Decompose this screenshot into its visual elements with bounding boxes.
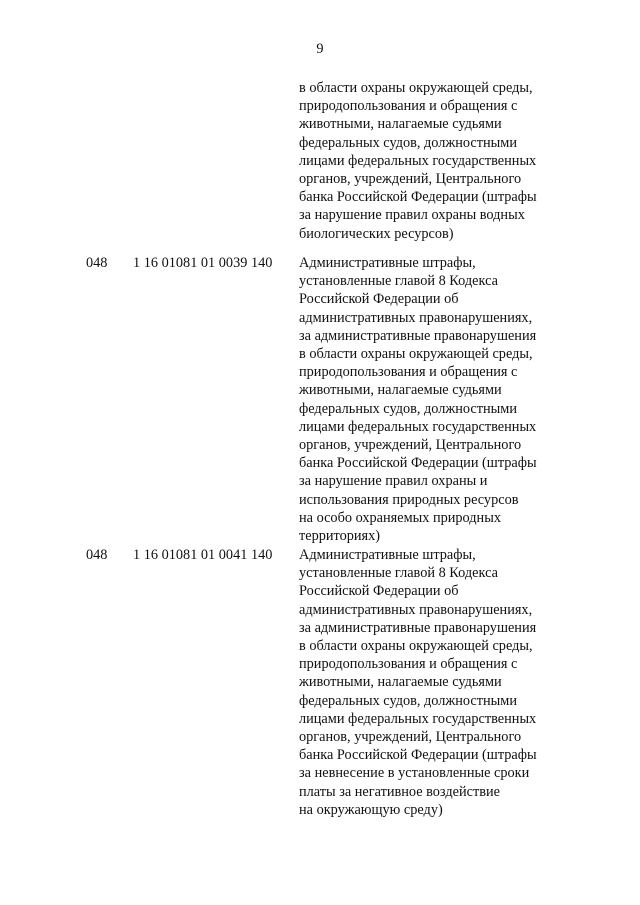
- description-line: платы за негативное воздействие: [299, 783, 500, 800]
- description-line: за административные правонарушения: [299, 619, 537, 636]
- description-line: за нарушение правил охраны и: [299, 473, 488, 490]
- kbk-code: 1 16 01081 01 0041 140: [133, 547, 273, 563]
- description-line: федеральных судов, должностными: [299, 134, 517, 151]
- description-line: на особо охраняемых природных: [299, 509, 501, 526]
- admin-code: 048: [86, 547, 108, 563]
- description-line: Административные штрафы,: [299, 547, 476, 563]
- description-line: животными, налагаемые судьями: [299, 382, 502, 399]
- description-line: федеральных судов, должностными: [299, 400, 517, 417]
- description-line: Административные штрафы,: [299, 255, 476, 271]
- description-line: лицами федеральных государственных: [299, 152, 537, 169]
- description-line: органов, учреждений, Центрального: [299, 171, 522, 188]
- description-line: на окружающую среду): [299, 801, 443, 818]
- description-line: использования природных ресурсов: [299, 491, 519, 508]
- description-line: природопользования и обращения с: [299, 364, 518, 381]
- page-number: 9: [316, 41, 324, 57]
- description-line: Российской Федерации об: [299, 583, 459, 600]
- description-line: банка Российской Федерации (штрафы: [299, 189, 537, 206]
- description-line: Российской Федерации об: [299, 291, 459, 308]
- description-line: лицами федеральных государственных: [299, 418, 537, 435]
- description-line: биологических ресурсов): [299, 225, 454, 242]
- description-line: за нарушение правил охраны водных: [299, 207, 525, 224]
- description-line: за административные правонарушения: [299, 327, 537, 344]
- description-line: природопользования и обращения с: [299, 656, 518, 673]
- description-line: административных правонарушениях,: [299, 309, 533, 326]
- description-line: животными, налагаемые судьями: [299, 116, 502, 133]
- row-description: [299, 254, 599, 545]
- description-line: территориях): [299, 528, 381, 545]
- description-line: природопользования и обращения с: [299, 98, 518, 115]
- description-line: банка Российской Федерации (штрафы: [299, 747, 537, 764]
- continued-description: [299, 79, 599, 243]
- description-line: банка Российской Федерации (штрафы: [299, 455, 537, 472]
- description-line: в области охраны окружающей среды,: [299, 346, 533, 363]
- kbk-code: 1 16 01081 01 0039 140: [133, 255, 273, 271]
- description-line: в области охраны окружающей среды,: [299, 638, 533, 655]
- row-description: [299, 546, 599, 819]
- description-line: административных правонарушениях,: [299, 601, 533, 618]
- description-line: органов, учреждений, Центрального: [299, 729, 522, 746]
- description-line: лицами федеральных государственных: [299, 710, 537, 727]
- description-line: в области охраны окружающей среды,: [299, 80, 533, 96]
- admin-code: 048: [86, 255, 108, 271]
- description-line: установленные главой 8 Кодекса: [299, 565, 498, 582]
- description-line: животными, налагаемые судьями: [299, 674, 502, 691]
- description-line: федеральных судов, должностными: [299, 692, 517, 709]
- description-line: за невнесение в установленные сроки: [299, 765, 530, 782]
- description-line: установленные главой 8 Кодекса: [299, 273, 498, 290]
- description-line: органов, учреждений, Центрального: [299, 437, 522, 454]
